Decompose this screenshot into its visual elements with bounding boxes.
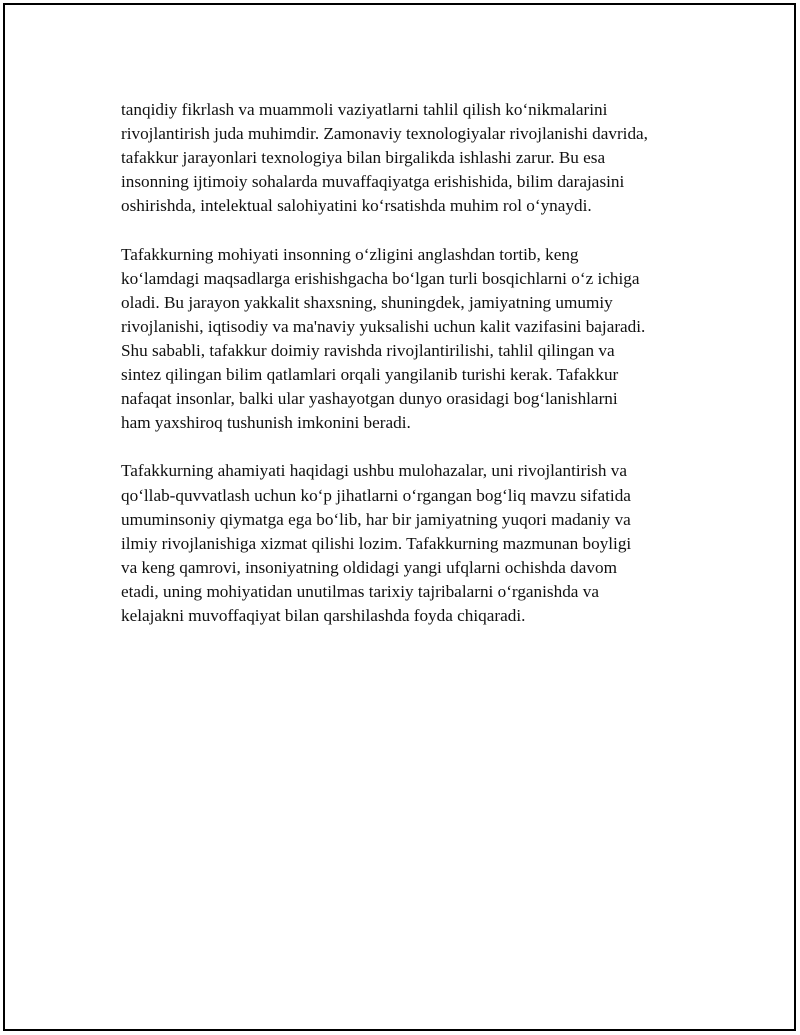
text-line: oshirishda, intelektual salohiyatini ko‘rsatishda muhim rol o‘ynaydi. xyxy=(121,196,592,216)
text-line: tanqidiy fikrlash va muammoli vaziyatlarni tahlil qilish ko‘nikmalarini xyxy=(121,100,608,119)
text-line: tafakkur jarayonlari texnologiya bilan birgalikda ishlashi zarur. Bu esa xyxy=(121,148,606,168)
text-line: rivojlanishi, iqtisodiy va ma'naviy yuksalishi uchun kalit vazifasini bajaradi. xyxy=(121,316,646,336)
text-line: ham yaxshiroq tushunish imkonini beradi. xyxy=(121,413,411,433)
text-line: ilmiy rivojlanishiga xizmat qilishi lozim. Tafakkurning mazmunan boyligi xyxy=(121,533,632,553)
text-line: nafaqat insonlar, balki ular yashayotgan dunyo orasidagi bog‘lanishlarni xyxy=(121,389,618,409)
text-line: umuminsoniy qiymatga ega bo‘lib, har bir jamiyatning yuqori madaniy va xyxy=(121,509,631,529)
text-line: Tafakkurning mohiyati insonning o‘zligini anglashdan tortib, keng xyxy=(121,244,579,264)
paragraph-3 xyxy=(121,459,711,628)
text-line: rivojlantirish juda muhimdir. Zamonaviy texnologiyalar rivojlanishi davrida, xyxy=(121,124,648,144)
text-line: va keng qamrovi, insoniyatning oldidagi yangi ufqlarni ochishda davom xyxy=(121,557,617,577)
text-line: ko‘lamdagi maqsadlarga erishishgacha bo‘lgan turli bosqichlarni o‘z ichiga xyxy=(121,268,640,288)
text-line: Shu sababli, tafakkur doimiy ravishda rivojlantirilishi, tahlil qilingan va xyxy=(121,340,615,360)
text-line: etadi, uning mohiyatidan unutilmas tarixiy tajribalarni o‘rganishda va xyxy=(121,581,599,601)
page-frame xyxy=(3,3,796,1031)
text-line: oladi. Bu jarayon yakkalit shaxsning, shuningdek, jamiyatning umumiy xyxy=(121,292,613,312)
paragraph-1 xyxy=(121,98,711,218)
paragraph-2 xyxy=(121,243,711,436)
text-line: kelajakni muvoffaqiyat bilan qarshilashda foyda chiqaradi. xyxy=(121,605,526,625)
text-line: sintez qilingan bilim qatlamlari orqali yangilanib turishi kerak. Tafakkur xyxy=(121,365,619,385)
page-body xyxy=(121,98,711,652)
text-line: qo‘llab-quvvatlash uchun ko‘p jihatlarni o‘rgangan bog‘liq mavzu sifatida xyxy=(121,485,631,505)
text-line: Tafakkurning ahamiyati haqidagi ushbu mulohazalar, uni rivojlantirish va xyxy=(121,461,627,481)
text-line: insonning ijtimoiy sohalarda muvaffaqiyatga erishishida, bilim darajasini xyxy=(121,172,625,192)
